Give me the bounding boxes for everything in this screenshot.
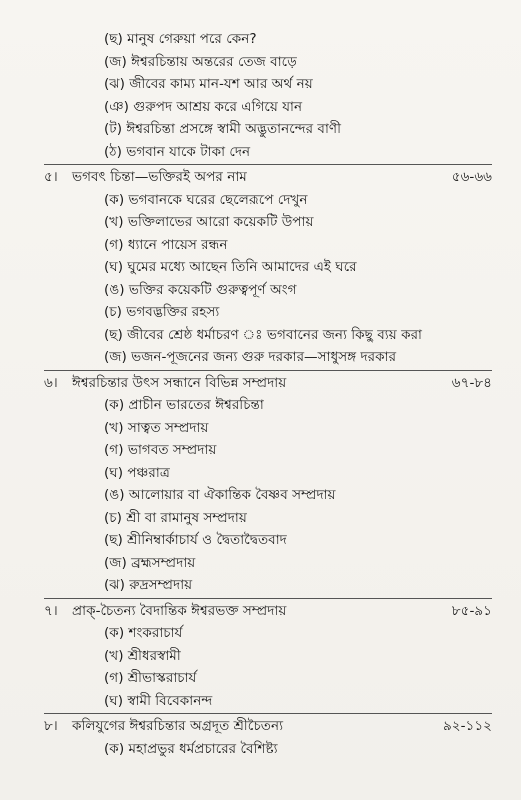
chapter-title: কলিযুগের ঈশ্বরচিন্তার অগ্রদূত শ্রীচৈতন্য bbox=[72, 718, 284, 734]
section-entry: (ক) শংকরাচার্য bbox=[104, 625, 183, 641]
chapter-title: প্রাক্-চৈতন্য বৈদান্তিক ঈশ্বরভক্ত সম্প্রদায় bbox=[72, 602, 287, 619]
section-entry: (ক) প্রাচীন ভারতের ঈশ্বরচিন্তা bbox=[104, 397, 264, 413]
section-entry: (ঙ) আলোয়ার বা ঐকান্তিক বৈষ্ণব সম্প্রদায় bbox=[104, 487, 336, 503]
table-of-contents bbox=[44, 28, 492, 760]
page-range: ৬৭-৮৪ bbox=[451, 374, 492, 391]
page-range: ৯২-১১২ bbox=[442, 718, 492, 734]
section-entry: (ঘ) পঞ্চরাত্র bbox=[104, 464, 170, 481]
section-entry: (খ) ভক্তিলাভের আরো কয়েকটি উপায় bbox=[104, 214, 314, 230]
section-entry: (খ) সাত্বত সম্প্রদায় bbox=[104, 419, 209, 436]
section-entry: (গ) শ্রীভাস্করাচার্য bbox=[104, 670, 197, 686]
chapter-number: ৭। bbox=[44, 602, 58, 619]
section-entry: (চ) ভগবদ্ভক্তির রহস্য bbox=[104, 304, 220, 320]
chapter-divider bbox=[44, 164, 492, 165]
section-entry: (গ) ভাগবত সম্প্রদায় bbox=[104, 442, 217, 458]
section-entry: (ক) ভগবানকে ঘরের ছেলেরূপে দেখুন bbox=[104, 191, 308, 208]
section-entry: (ঞ) গুরুপদ আশ্রয় করে এগিয়ে যান bbox=[104, 98, 303, 115]
chapter-number: ৫। bbox=[44, 169, 58, 185]
section-entry: (ঘ) স্বামী বিবেকানন্দ bbox=[104, 692, 213, 709]
chapter-entry bbox=[44, 372, 492, 395]
section-entry: (ঝ) জীবের কাম্য মান-যশ আর অর্থ নয় bbox=[104, 76, 313, 92]
section-entry: (ঝ) রুদ্রসম্প্রদায় bbox=[104, 577, 193, 593]
section-entry: (জ) ব্রহ্মসম্প্রদায় bbox=[104, 554, 196, 571]
section-entry: (জ) ঈশ্বরচিন্তায় অন্তরের তেজ বাড়ে bbox=[104, 53, 297, 70]
section-entry: (ঘ) ঘুমের মধ্যে আছেন তিনি আমাদের এই ঘরে bbox=[104, 259, 357, 275]
section-entry: (ছ) শ্রীনিম্বার্কাচার্য ও দ্বৈতাদ্বৈতবাদ bbox=[104, 532, 287, 548]
section-entry: (ঙ) ভক্তির কয়েকটি গুরুত্বপূর্ণ অংগ bbox=[104, 281, 297, 298]
section-entry: (চ) শ্রী বা রামানুষ সম্প্রদায় bbox=[104, 509, 247, 526]
section-entry: (ছ) মানুষ গেরুয়া পরে কেন? bbox=[104, 31, 257, 47]
chapter-entry bbox=[44, 600, 492, 623]
chapter-divider bbox=[44, 713, 492, 714]
chapter-number: ৮। bbox=[44, 718, 58, 734]
section-entry: (গ) ধ্যানে পায়েস রন্ধন bbox=[104, 236, 228, 253]
chapter-divider bbox=[44, 598, 492, 599]
page-range: ৮৫-৯১ bbox=[451, 602, 492, 619]
section-entry: (ট) ঈশ্বরচিন্তা প্রসঙ্গে স্বামী অদ্ভুতানন্দের বাণী bbox=[104, 121, 342, 137]
section-entry: (খ) শ্রীধরস্বামী bbox=[104, 647, 181, 664]
section-entry: (ঠ) ভগবান যাকে টাকা দেন bbox=[104, 143, 251, 160]
chapter-number: ৬। bbox=[44, 374, 58, 391]
chapter-entry bbox=[44, 715, 492, 738]
chapter-divider bbox=[44, 370, 492, 371]
section-entry: (জ) ভজন-পূজনের জন্য গুরু দরকার—সাধুসঙ্গ দরকার bbox=[104, 349, 397, 365]
section-entry: (ছ) জীবের শ্রেষ্ঠ ধর্মাচরণ ঃ ভগবানের জন্য কিছু ব্যয় করা bbox=[104, 326, 423, 343]
chapter-title: ঈশ্বরচিন্তার উৎস সন্ধানে বিভিন্ন সম্প্রদায় bbox=[72, 374, 287, 391]
chapter-entry bbox=[44, 166, 492, 189]
chapter-title: ভগবৎ চিন্তা—ভক্তিরই অপর নাম bbox=[72, 169, 247, 185]
section-entry: (ক) মহাপ্রভুর ধর্মপ্রচারের বৈশিষ্ট্য bbox=[104, 740, 278, 757]
page-range: ৫৬-৬৬ bbox=[451, 169, 492, 185]
